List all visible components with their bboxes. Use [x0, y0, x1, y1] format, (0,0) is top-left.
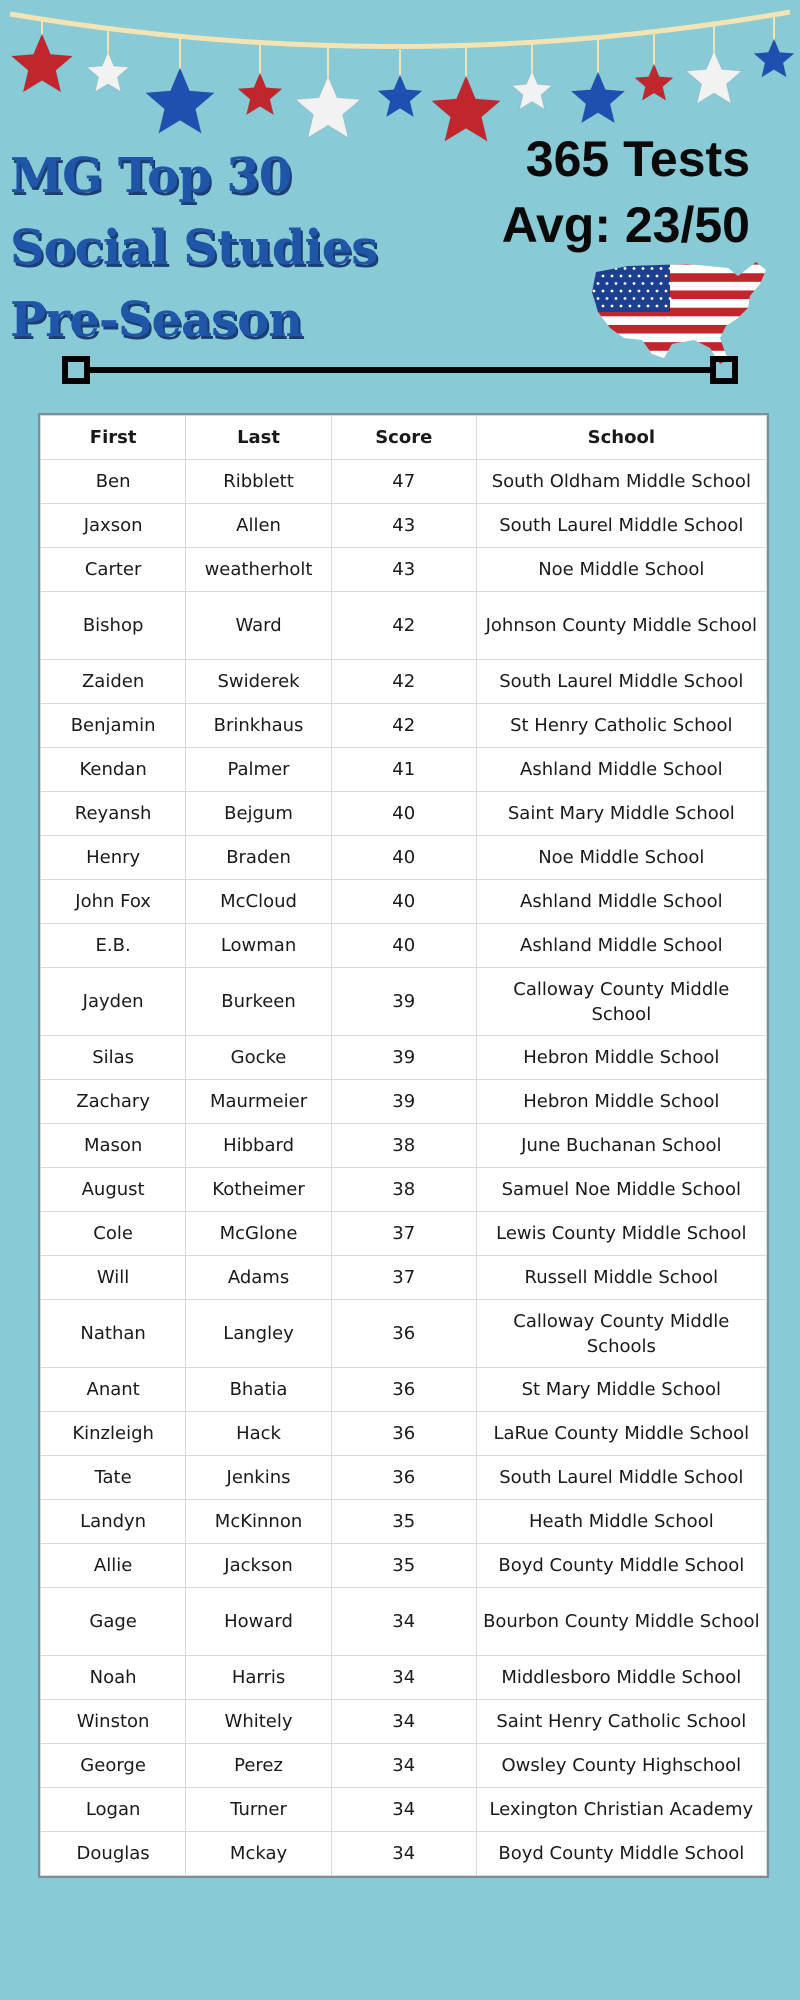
- tests-count: 365 Tests: [525, 131, 750, 187]
- cell-score: 42: [331, 660, 476, 704]
- table-row: [41, 504, 767, 548]
- cell-school: Saint Henry Catholic School: [476, 1700, 766, 1744]
- cell-school: Russell Middle School: [476, 1256, 766, 1300]
- cell-school: Noe Middle School: [476, 836, 766, 880]
- header-first: First: [41, 416, 186, 460]
- cell-first: Bishop: [41, 592, 186, 660]
- table-row: [41, 1588, 767, 1656]
- cell-school: South Oldham Middle School: [476, 460, 766, 504]
- cell-first: E.B.: [41, 924, 186, 968]
- blue-star-icon: [378, 75, 422, 117]
- cell-last: McGlone: [186, 1212, 332, 1256]
- cell-school: Ashland Middle School: [476, 924, 766, 968]
- cell-school: Ashland Middle School: [476, 880, 766, 924]
- cell-score: 34: [331, 1700, 476, 1744]
- cell-first: Ben: [41, 460, 186, 504]
- cell-score: 42: [331, 592, 476, 660]
- cell-last: Whitely: [186, 1700, 332, 1744]
- cell-first: John Fox: [41, 880, 186, 924]
- table-row: [41, 1036, 767, 1080]
- cell-school: South Laurel Middle School: [476, 660, 766, 704]
- cell-score: 34: [331, 1656, 476, 1700]
- cell-first: Zachary: [41, 1080, 186, 1124]
- table-row: [41, 1124, 767, 1168]
- cell-first: Logan: [41, 1788, 186, 1832]
- cell-score: 34: [331, 1832, 476, 1876]
- title-line-2: Social Studies: [10, 220, 378, 276]
- cell-score: 40: [331, 880, 476, 924]
- white-star-icon: [87, 52, 129, 92]
- cell-first: Will: [41, 1256, 186, 1300]
- table-row: [41, 924, 767, 968]
- cell-first: Winston: [41, 1700, 186, 1744]
- cell-last: Ribblett: [186, 460, 332, 504]
- cell-last: Kotheimer: [186, 1168, 332, 1212]
- cell-school: Bourbon County Middle School: [476, 1588, 766, 1656]
- cell-score: 34: [331, 1744, 476, 1788]
- cell-school: South Laurel Middle School: [476, 504, 766, 548]
- cell-score: 40: [331, 836, 476, 880]
- cell-last: Swiderek: [186, 660, 332, 704]
- cell-school: Samuel Noe Middle School: [476, 1168, 766, 1212]
- table-row: [41, 748, 767, 792]
- table-row: [41, 1300, 767, 1368]
- cell-last: Jenkins: [186, 1456, 332, 1500]
- blue-star-icon: [571, 72, 624, 123]
- cell-last: Bejgum: [186, 792, 332, 836]
- page-title: [10, 140, 377, 356]
- cell-first: Tate: [41, 1456, 186, 1500]
- cell-first: George: [41, 1744, 186, 1788]
- divider-line: [62, 356, 738, 384]
- cell-last: Turner: [186, 1788, 332, 1832]
- cell-score: 37: [331, 1212, 476, 1256]
- cell-score: 38: [331, 1168, 476, 1212]
- cell-score: 39: [331, 968, 476, 1036]
- cell-first: Landyn: [41, 1500, 186, 1544]
- red-star-icon: [432, 76, 500, 141]
- cell-last: Burkeen: [186, 968, 332, 1036]
- cell-last: Hibbard: [186, 1124, 332, 1168]
- cell-score: 43: [331, 548, 476, 592]
- cell-score: 38: [331, 1124, 476, 1168]
- table-row: [41, 704, 767, 748]
- table-row: [41, 660, 767, 704]
- cell-school: Johnson County Middle School: [476, 592, 766, 660]
- cell-last: Perez: [186, 1744, 332, 1788]
- cell-last: Langley: [186, 1300, 332, 1368]
- average-score: Avg: 23/50: [501, 197, 750, 253]
- cell-score: 36: [331, 1368, 476, 1412]
- cell-score: 37: [331, 1256, 476, 1300]
- cell-first: Silas: [41, 1036, 186, 1080]
- cell-first: Jaxson: [41, 504, 186, 548]
- cell-school: St Mary Middle School: [476, 1368, 766, 1412]
- cell-last: Ward: [186, 592, 332, 660]
- cell-school: LaRue County Middle School: [476, 1412, 766, 1456]
- table-row: [41, 1544, 767, 1588]
- cell-first: Kinzleigh: [41, 1412, 186, 1456]
- cell-school: Middlesboro Middle School: [476, 1656, 766, 1700]
- leaderboard-table: [38, 413, 769, 1878]
- title-line-1: MG Top 30: [10, 148, 292, 204]
- cell-last: Howard: [186, 1588, 332, 1656]
- cell-score: 36: [331, 1412, 476, 1456]
- table-row: [41, 1788, 767, 1832]
- table-row: [41, 1368, 767, 1412]
- table-row: [41, 1700, 767, 1744]
- cell-last: Adams: [186, 1256, 332, 1300]
- cell-last: Allen: [186, 504, 332, 548]
- table-row: [41, 1656, 767, 1700]
- cell-score: 40: [331, 792, 476, 836]
- white-star-icon: [512, 71, 552, 109]
- cell-score: 34: [331, 1788, 476, 1832]
- cell-score: 36: [331, 1456, 476, 1500]
- cell-first: Reyansh: [41, 792, 186, 836]
- cell-school: Ashland Middle School: [476, 748, 766, 792]
- cell-score: 35: [331, 1544, 476, 1588]
- red-star-icon: [238, 73, 282, 115]
- cell-score: 40: [331, 924, 476, 968]
- cell-school: Lexington Christian Academy: [476, 1788, 766, 1832]
- title-line-3: Pre-Season: [10, 292, 303, 348]
- blue-star-icon: [146, 68, 214, 133]
- cell-last: Bhatia: [186, 1368, 332, 1412]
- cell-first: Benjamin: [41, 704, 186, 748]
- table-header-row: [41, 416, 767, 460]
- stats-block: [502, 126, 750, 258]
- cell-first: Henry: [41, 836, 186, 880]
- cell-score: 36: [331, 1300, 476, 1368]
- table-row: [41, 836, 767, 880]
- cell-first: Allie: [41, 1544, 186, 1588]
- header-score: Score: [331, 416, 476, 460]
- table-row: [41, 548, 767, 592]
- cell-first: August: [41, 1168, 186, 1212]
- cell-first: Zaiden: [41, 660, 186, 704]
- table-row: [41, 880, 767, 924]
- cell-first: Cole: [41, 1212, 186, 1256]
- table-row: [41, 1456, 767, 1500]
- cell-first: Carter: [41, 548, 186, 592]
- table-row: [41, 1500, 767, 1544]
- cell-school: Calloway County Middle Schools: [476, 1300, 766, 1368]
- cell-school: St Henry Catholic School: [476, 704, 766, 748]
- table-row: [41, 1256, 767, 1300]
- cell-score: 39: [331, 1036, 476, 1080]
- header-school: School: [476, 416, 766, 460]
- cell-score: 34: [331, 1588, 476, 1656]
- cell-school: Hebron Middle School: [476, 1080, 766, 1124]
- white-star-icon: [686, 51, 741, 104]
- table-row: [41, 1412, 767, 1456]
- cell-last: Hack: [186, 1412, 332, 1456]
- cell-last: weatherholt: [186, 548, 332, 592]
- cell-last: Braden: [186, 836, 332, 880]
- cell-first: Mason: [41, 1124, 186, 1168]
- cell-score: 43: [331, 504, 476, 548]
- cell-last: Brinkhaus: [186, 704, 332, 748]
- cell-school: Noe Middle School: [476, 548, 766, 592]
- table-row: [41, 792, 767, 836]
- cell-last: McKinnon: [186, 1500, 332, 1544]
- cell-first: Nathan: [41, 1300, 186, 1368]
- cell-school: Owsley County Highschool: [476, 1744, 766, 1788]
- cell-first: Noah: [41, 1656, 186, 1700]
- white-star-icon: [296, 76, 361, 138]
- table-row: [41, 592, 767, 660]
- cell-school: South Laurel Middle School: [476, 1456, 766, 1500]
- cell-score: 47: [331, 460, 476, 504]
- cell-first: Gage: [41, 1588, 186, 1656]
- table-row: [41, 1212, 767, 1256]
- cell-last: Palmer: [186, 748, 332, 792]
- cell-score: 41: [331, 748, 476, 792]
- cell-school: Calloway County Middle School: [476, 968, 766, 1036]
- cell-last: Harris: [186, 1656, 332, 1700]
- cell-score: 39: [331, 1080, 476, 1124]
- cell-school: Hebron Middle School: [476, 1036, 766, 1080]
- cell-school: June Buchanan School: [476, 1124, 766, 1168]
- red-star-icon: [635, 64, 673, 100]
- cell-first: Kendan: [41, 748, 186, 792]
- blue-star-icon: [754, 39, 794, 77]
- table-row: [41, 1744, 767, 1788]
- cell-score: 35: [331, 1500, 476, 1544]
- table-row: [41, 1168, 767, 1212]
- cell-last: Lowman: [186, 924, 332, 968]
- cell-last: Maurmeier: [186, 1080, 332, 1124]
- cell-last: Mckay: [186, 1832, 332, 1876]
- cell-first: Jayden: [41, 968, 186, 1036]
- cell-school: Lewis County Middle School: [476, 1212, 766, 1256]
- header-last: Last: [186, 416, 332, 460]
- cell-last: McCloud: [186, 880, 332, 924]
- table-row: [41, 968, 767, 1036]
- cell-score: 42: [331, 704, 476, 748]
- table-row: [41, 1080, 767, 1124]
- usa-flag-map-icon: [588, 256, 770, 368]
- table-row: [41, 1832, 767, 1876]
- cell-school: Boyd County Middle School: [476, 1832, 766, 1876]
- cell-school: Boyd County Middle School: [476, 1544, 766, 1588]
- cell-first: Anant: [41, 1368, 186, 1412]
- red-star-icon: [12, 34, 73, 92]
- cell-last: Gocke: [186, 1036, 332, 1080]
- cell-first: Douglas: [41, 1832, 186, 1876]
- cell-last: Jackson: [186, 1544, 332, 1588]
- cell-school: Heath Middle School: [476, 1500, 766, 1544]
- cell-school: Saint Mary Middle School: [476, 792, 766, 836]
- table-row: [41, 460, 767, 504]
